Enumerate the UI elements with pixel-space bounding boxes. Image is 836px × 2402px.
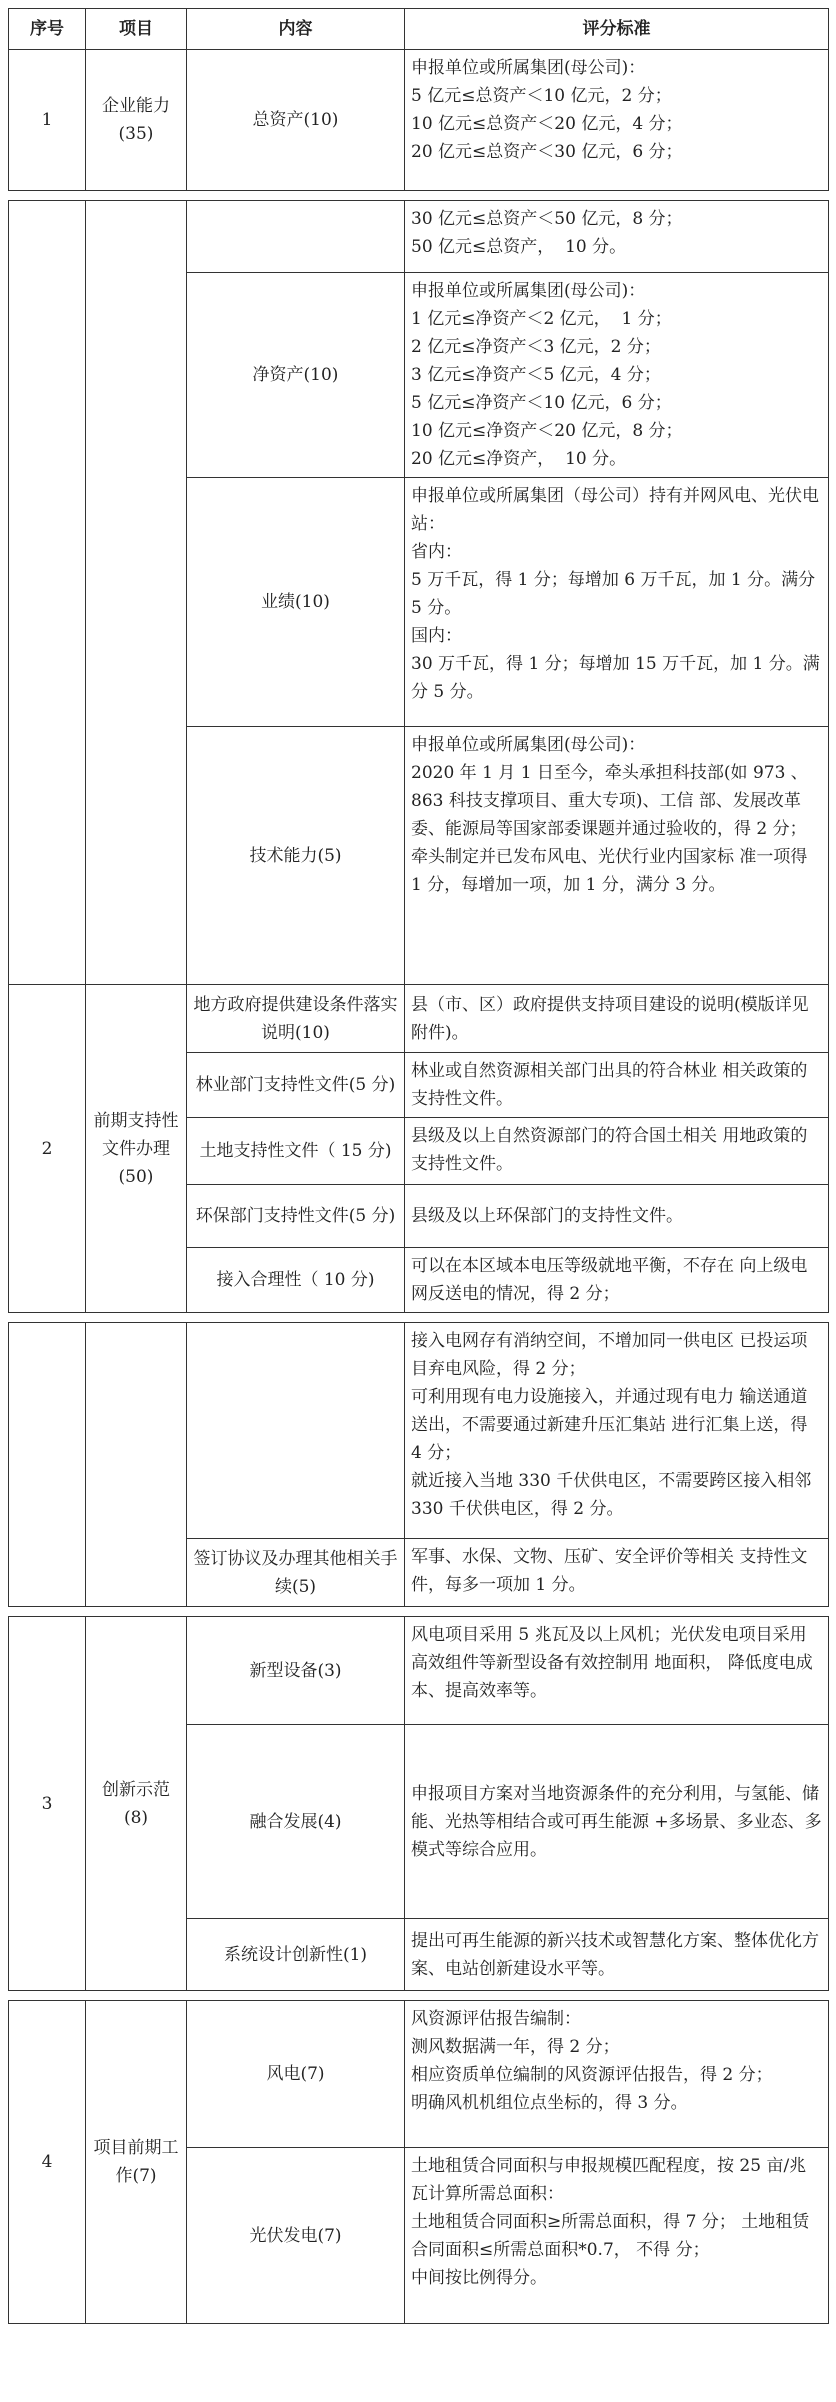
standard-cell bbox=[405, 201, 829, 273]
table-row bbox=[9, 1323, 829, 1539]
content-cell: 融合发展(4) bbox=[187, 1725, 405, 1919]
standard-line: 10 亿元≤净资产＜20 亿元，8 分； bbox=[411, 421, 683, 441]
content-cell: 林业部门支持性文件(5 分) bbox=[187, 1053, 405, 1118]
standard-line: 相应资质单位编制的风资源评估报告，得 2 分； bbox=[411, 2065, 773, 2085]
standard-line: 30 亿元≤总资产＜50 亿元，8 分； bbox=[411, 209, 683, 229]
standard-cell: 林业或自然资源相关部门出具的符合林业 相关政策的支持性文件。 bbox=[405, 1053, 829, 1118]
standard-line: 中间按比例得分。 bbox=[411, 2268, 547, 2288]
content-cell: 风电(7) bbox=[187, 2001, 405, 2148]
standard-cell bbox=[405, 273, 829, 478]
standard-line: 5 万千瓦，得 1 分；每增加 6 万千瓦，加 1 分。满分 5 分。 bbox=[411, 570, 821, 618]
seq-cell bbox=[9, 201, 86, 985]
standard-cell bbox=[405, 2148, 829, 2324]
item-cell: 创新示范(8) bbox=[86, 1617, 187, 1991]
standard-line: 可利用现有电力设施接入，并通过现有电力 输送通道送出，不需要通过新建升压汇集站 进行汇集上送，得 4 分； bbox=[411, 1387, 813, 1463]
standard-cell bbox=[405, 478, 829, 727]
standard-line: 3 亿元≤净资产＜5 亿元，4 分； bbox=[411, 365, 661, 385]
header-item: 项目 bbox=[86, 9, 187, 50]
content-cell: 光伏发电(7) bbox=[187, 2148, 405, 2324]
standard-line: 20 亿元≤净资产， 10 分。 bbox=[411, 449, 627, 469]
content-cell bbox=[187, 1323, 405, 1539]
standard-cell bbox=[405, 727, 829, 985]
seq-cell: 2 bbox=[9, 985, 86, 1313]
standard-line: 省内： bbox=[411, 542, 462, 562]
header-standard: 评分标准 bbox=[405, 9, 829, 50]
standard-cell: 县级及以上自然资源部门的符合国土相关 用地政策的支持性文件。 bbox=[405, 1118, 829, 1185]
item-cell: 企业能力(35) bbox=[86, 50, 187, 191]
standard-line: 30 万千瓦，得 1 分；每增加 15 万千瓦，加 1 分。满分 5 分。 bbox=[411, 654, 820, 702]
standard-line: 明确风机机组位点坐标的，得 3 分。 bbox=[411, 2093, 688, 2113]
standard-line: 就近接入当地 330 千伏供电区，不需要跨区接入相邻 330 千伏供电区，得 2 分。 bbox=[411, 1471, 817, 1519]
standard-cell: 申报项目方案对当地资源条件的充分利用，与氢能、储能、光热等相结合或可再生能源 +多场景、多业态、多模式等综合应用。 bbox=[405, 1725, 829, 1919]
standard-line: 土地租赁合同面积≥所需总面积，得 7 分； 土地租赁合同面积≤所需总面积*0.7， 不得 分； bbox=[411, 2212, 810, 2260]
content-cell bbox=[187, 201, 405, 273]
item-cell bbox=[86, 201, 187, 985]
standard-line: 2 亿元≤净资产＜3 亿元，2 分； bbox=[411, 337, 661, 357]
content-cell: 系统设计创新性(1) bbox=[187, 1919, 405, 1991]
content-cell: 环保部门支持性文件(5 分) bbox=[187, 1185, 405, 1248]
table-row bbox=[9, 1617, 829, 1725]
standard-line: 10 亿元≤总资产＜20 亿元，4 分； bbox=[411, 114, 683, 134]
item-cell bbox=[86, 1323, 187, 1607]
standard-line: 风资源评估报告编制： bbox=[411, 2009, 581, 2029]
seq-cell bbox=[9, 1323, 86, 1607]
seq-cell: 1 bbox=[9, 50, 86, 191]
seq-cell: 4 bbox=[9, 2001, 86, 2324]
item-cell: 项目前期工作(7) bbox=[86, 2001, 187, 2324]
standard-line: 5 亿元≤总资产＜10 亿元，2 分； bbox=[411, 86, 672, 106]
content-cell: 净资产(10) bbox=[187, 273, 405, 478]
standard-cell: 提出可再生能源的新兴技术或智慧化方案、整体优化方案、电站创新建设水平等。 bbox=[405, 1919, 829, 1991]
content-cell: 业绩(10) bbox=[187, 478, 405, 727]
standard-cell: 风电项目采用 5 兆瓦及以上风机；光伏发电项目采用高效组件等新型设备有效控制用 地面积， 降低度电成本、提高效率等。 bbox=[405, 1617, 829, 1725]
standard-cell: 可以在本区域本电压等级就地平衡，不存在 向上级电网反送电的情况，得 2 分； bbox=[405, 1248, 829, 1313]
standard-line: 申报单位或所属集团(母公司)： bbox=[411, 735, 646, 755]
standard-cell bbox=[405, 50, 829, 191]
table-header-row bbox=[9, 9, 829, 50]
standard-cell bbox=[405, 1323, 829, 1539]
standard-line: 5 亿元≤净资产＜10 亿元，6 分； bbox=[411, 393, 672, 413]
standard-line: 20 亿元≤总资产＜30 亿元，6 分； bbox=[411, 142, 683, 162]
scoring-table bbox=[8, 8, 829, 2324]
content-cell: 总资产(10) bbox=[187, 50, 405, 191]
standard-line: 申报单位或所属集团（母公司）持有并网风电、光伏电站： bbox=[411, 486, 819, 534]
content-cell: 土地支持性文件（ 15 分) bbox=[187, 1118, 405, 1185]
standard-cell: 军事、水保、文物、压矿、安全评价等相关 支持性文件，每多一项加 1 分。 bbox=[405, 1539, 829, 1607]
content-cell: 签订协议及办理其他相关手续(5) bbox=[187, 1539, 405, 1607]
content-cell: 地方政府提供建设条件落实说明(10) bbox=[187, 985, 405, 1053]
table-row bbox=[9, 201, 829, 273]
item-cell: 前期支持性文件办理(50) bbox=[86, 985, 187, 1313]
standard-line: 申报单位或所属集团(母公司)： bbox=[411, 58, 646, 78]
standard-line: 土地租赁合同面积与申报规模匹配程度，按 25 亩/兆瓦计算所需总面积： bbox=[411, 2156, 807, 2204]
standard-line: 50 亿元≤总资产， 10 分。 bbox=[411, 237, 627, 257]
seq-cell: 3 bbox=[9, 1617, 86, 1991]
standard-line: 2020 年 1 月 1 日至今，牵头承担科技部(如 973 、863 科技支撑项目、重大专项)、工信 部、发展改革委、能源局等国家部委课题并通过验收的，得 2 分； bbox=[411, 763, 808, 839]
standard-cell: 县级及以上环保部门的支持性文件。 bbox=[405, 1185, 829, 1248]
standard-cell bbox=[405, 2001, 829, 2148]
table-row bbox=[9, 50, 829, 191]
standard-line: 申报单位或所属集团(母公司)： bbox=[411, 281, 646, 301]
standard-line: 1 亿元≤净资产＜2 亿元， 1 分； bbox=[411, 309, 672, 329]
header-content: 内容 bbox=[187, 9, 405, 50]
table-row bbox=[9, 2001, 829, 2148]
standard-line: 接入电网存有消纳空间，不增加同一供电区 已投运项目弃电风险，得 2 分； bbox=[411, 1331, 808, 1379]
standard-line: 国内： bbox=[411, 626, 462, 646]
header-seq: 序号 bbox=[9, 9, 86, 50]
standard-line: 牵头制定并已发布风电、光伏行业内国家标 准一项得 1 分，每增加一项，加 1 分，满分 3 分。 bbox=[411, 847, 813, 895]
content-cell: 技术能力(5) bbox=[187, 727, 405, 985]
standard-cell: 县（市、区）政府提供支持项目建设的说明(模版详见附件)。 bbox=[405, 985, 829, 1053]
content-cell: 接入合理性（ 10 分) bbox=[187, 1248, 405, 1313]
standard-line: 测风数据满一年，得 2 分； bbox=[411, 2037, 620, 2057]
content-cell: 新型设备(3) bbox=[187, 1617, 405, 1725]
table-row bbox=[9, 985, 829, 1053]
